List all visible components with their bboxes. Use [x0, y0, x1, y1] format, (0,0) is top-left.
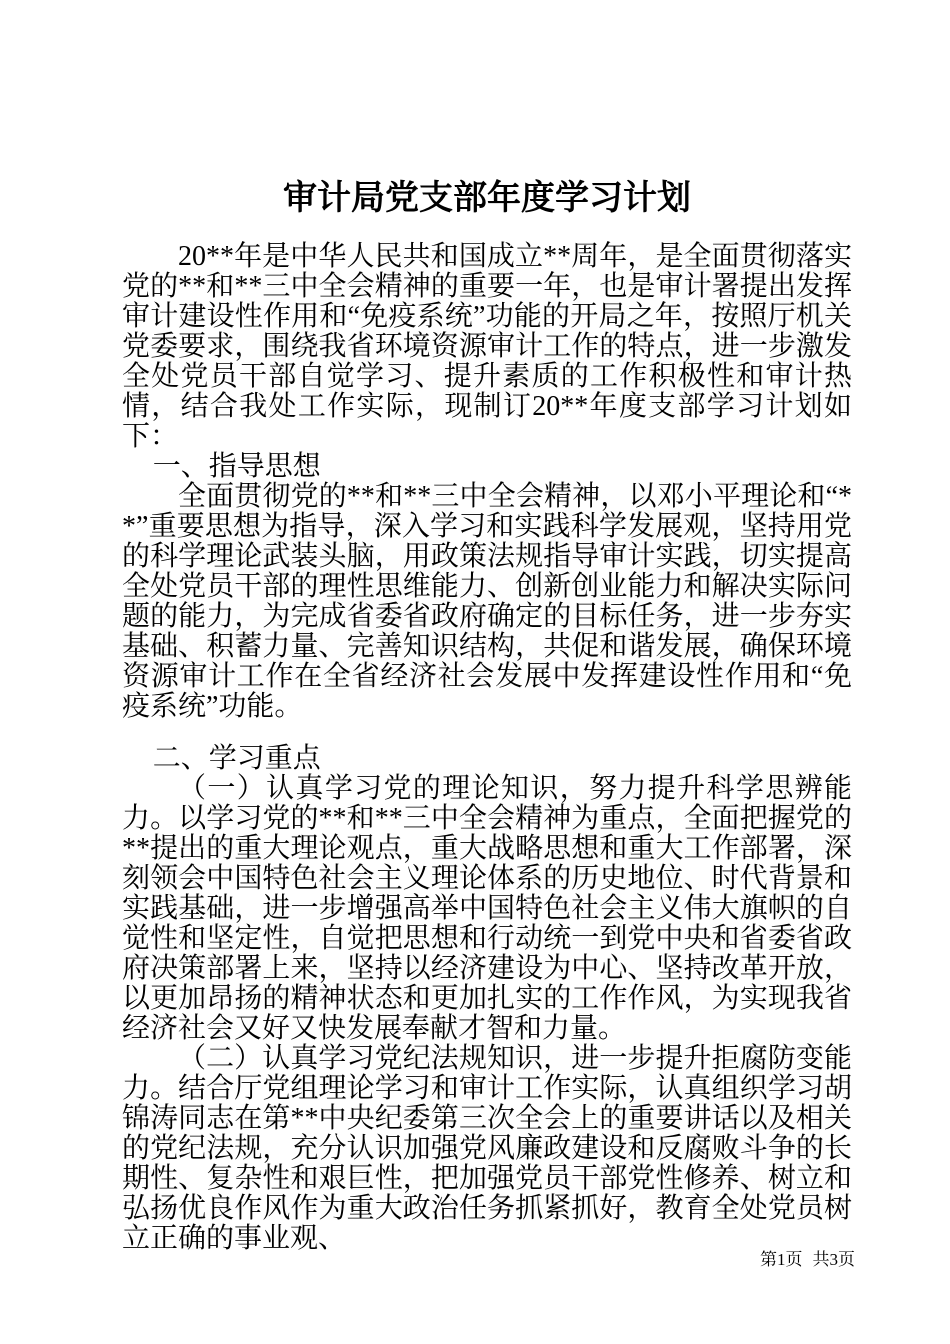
paragraph-guiding-ideology: 全面贯彻党的**和**三中全会精神，以邓小平理论和“**”重要思想为指导，深入学习和实践科学发展观，坚持用党的科学理论武装头脑，用政策法规指导审计实践，切实提高全处党员干部的理性思维能力、创新创业能力和解决实际问题的能力，为完成省委省政府确定的目标任务，进一步夯实基础、积蓄力量、完善知识结构，共促和谐发展，确保环境资源审计工作在全省经济社会发展中发挥建设性作用和“免疫系统”功能。	[122, 481, 852, 722]
paragraph-intro: 20**年是中华人民共和国成立**周年，是全面贯彻落实党的**和**三中全会精神的重要一年，也是审计署提出发挥审计建设性作用和“免疫系统”功能的开局之年，按照厅机关党委要求，围绕我省环境资源审计工作的特点，进一步激发全处党员干部自觉学习、提升素质的工作积极性和审计热情，结合我处工作实际，现制订20**年度支部学习计划如下：	[122, 241, 852, 452]
paragraph-study-point-1: （一）认真学习党的理论知识，努力提升科学思辨能力。以学习党的**和**三中全会精神为重点，全面把握党的**提出的重大理论观点，重大战略思想和重大工作部署，深刻领会中国特色社会主义理论体系的历史地位、时代背景和实践基础，进一步增强高举中国特色社会主义伟大旗帜的自觉性和坚定性，自觉把思想和行动统一到党中央和省委省政府决策部署上来，坚持以经济建设为中心、坚持改革开放，以更加昂扬的精神状态和更加扎实的工作作风，为实现我省经济社会又好又快发展奉献才智和力量。	[122, 773, 852, 1044]
page-footer	[760, 1250, 855, 1270]
document-title: 审计局党支部年度学习计划	[283, 180, 691, 217]
paragraph-study-point-2: （二）认真学习党纪法规知识，进一步提升拒腐防变能力。结合厅党组理论学习和审计工作实际，认真组织学习胡锦涛同志在第**中央纪委第三次全会上的重要讲话以及相关的党纪法规，充分认识加强党风廉政建设和反腐败斗争的长期性、复杂性和艰巨性，把加强党员干部党性修养、树立和弘扬优良作风作为重大政治任务抓紧抓好，教育全处党员树立正确的事业观、	[122, 1043, 852, 1254]
page-total: 共3页	[812, 1250, 855, 1269]
page-number: 第1页	[760, 1250, 803, 1269]
section-heading-1: 一、指导思想	[152, 451, 321, 482]
section-heading-2: 二、学习重点	[152, 743, 321, 774]
